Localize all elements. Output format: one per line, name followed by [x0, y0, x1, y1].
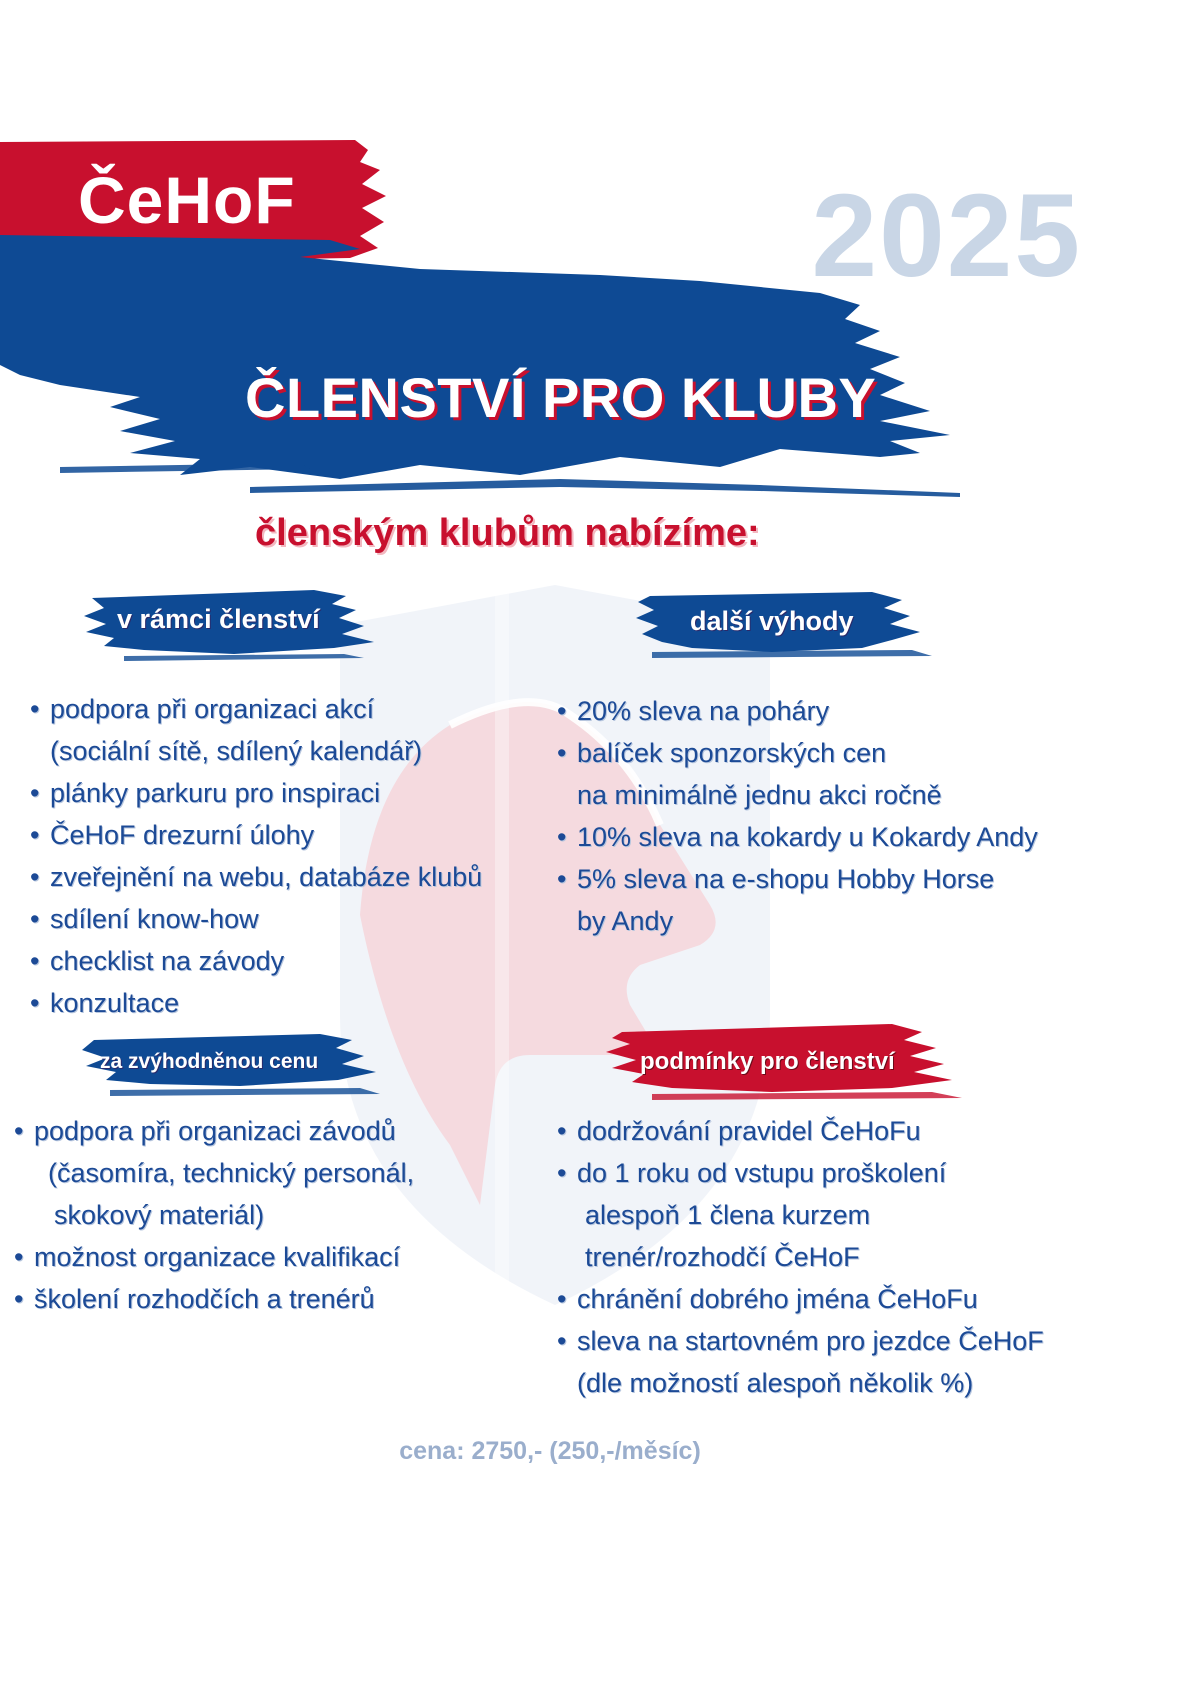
list-item: • 10% sleva na kokardy u Kokardy Andy: [557, 822, 1038, 852]
list-item: • konzultace: [30, 988, 180, 1018]
list-item: • podpora při organizaci akcí (sociální sítě, sdílený kalendář): [30, 694, 423, 766]
list-item: • dodržování pravidel ČeHoFu: [557, 1116, 921, 1146]
list-item: • checklist na závody: [30, 946, 285, 976]
list-item: • sdílení know-how: [30, 904, 259, 934]
brand-logo-text: ČeHoF: [78, 163, 296, 237]
list-item: • podpora při organizaci závodů (časomíra, technický personál, skokový materiál): [14, 1116, 415, 1230]
list-item: • balíček sponzorských cen na minimálně jednu akci ročně: [557, 738, 942, 810]
benefits-list: [557, 690, 1038, 942]
list-item: • školení rozhodčích a trenérů: [14, 1284, 375, 1314]
list-item: • plánky parkuru pro inspiraci: [30, 778, 381, 808]
section-label-membership: v rámci členství: [117, 604, 320, 634]
section-label-conditions: podmínky pro členství: [640, 1048, 895, 1075]
list-item: • zveřejnění na webu, databáze klubů: [30, 862, 483, 892]
list-item: • možnost organizace kvalifikací: [14, 1242, 401, 1272]
list-item: • sleva na startovném pro jezdce ČeHoF (dle možností alespoň několik %): [557, 1326, 1044, 1398]
list-item: • chránění dobrého jména ČeHoFu: [557, 1284, 978, 1314]
conditions-list: [557, 1110, 1044, 1404]
list-item: • 5% sleva na e-shopu Hobby Horse by Andy: [557, 864, 995, 936]
section-label-benefits: další výhody: [690, 606, 854, 636]
list-item: • do 1 roku od vstupu proškolení alespoň 1 člena kurzem trenér/rozhodčí ČeHoF: [557, 1158, 947, 1272]
page-subtitle: členským klubům nabízíme:: [255, 512, 760, 554]
discounted-list: [14, 1110, 414, 1320]
list-item: • 20% sleva na poháry: [557, 696, 830, 726]
year-label: 2025: [811, 170, 1082, 302]
membership-list: [30, 688, 482, 1024]
price-label: cena: 2750,- (250,-/měsíc): [399, 1437, 701, 1465]
section-label-discounted: za zvýhodněnou cenu: [100, 1050, 319, 1073]
list-item: • ČeHoF drezurní úlohy: [30, 820, 315, 850]
page-title: ČLENSTVÍ PRO KLUBY: [245, 366, 877, 429]
